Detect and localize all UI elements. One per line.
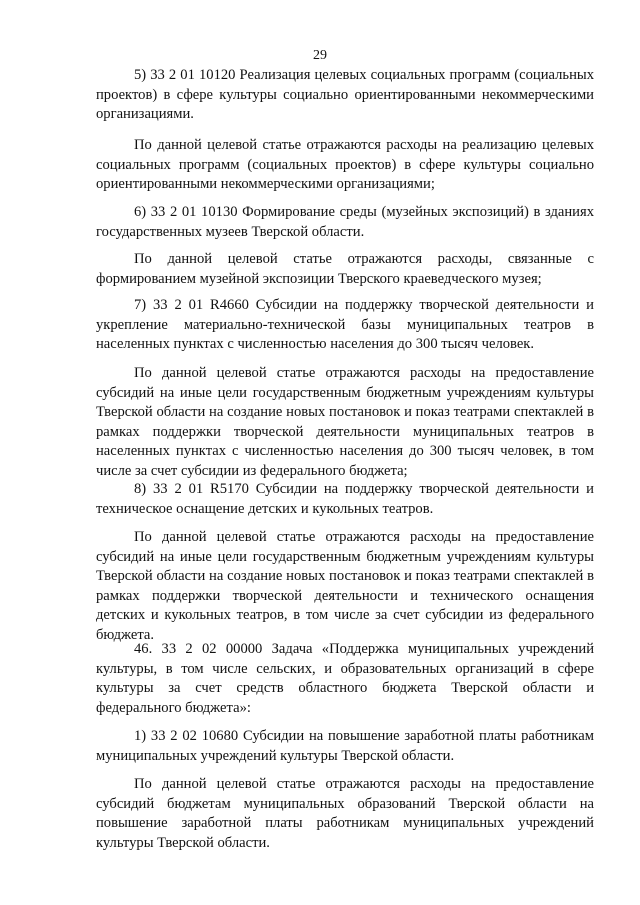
- page-number: 29: [313, 48, 327, 63]
- paragraph-item-5-description: По данной целевой статье отражаются расходы на реализацию целевых социальных программ (социальных проектов) в сфере культуры социально ориентированными некоммерческими организациями;: [96, 137, 594, 193]
- paragraph-item-5-title: 5) 33 2 01 10120 Реализация целевых социальных программ (социальных проектов) в сфере культуры социально ориентированными некоммерческими организациями.: [96, 67, 594, 123]
- paragraph-section-46: 46. 33 2 02 00000 Задача «Поддержка муниципальных учреждений культуры, в том числе сельских, и образовательных организаций в сфере культуры за счет средств областного бюджета Тверской области и федерального бюджета»:: [96, 641, 594, 716]
- paragraph-item-8-description: По данной целевой статье отражаются расходы на предоставление субсидий на иные цели государственным бюджетным учреждениям культуры Тверской области на создание новых постановок и показ театрами спектаклей в рамках поддержки творческой деятельности и технического оснащения детских и кукольных театров, в том числе за счет субсидии из федерального бюджета.: [96, 529, 594, 643]
- paragraph-item-1-description: По данной целевой статье отражаются расходы на предоставление субсидий бюджетам муниципальных образований Тверской области на повышение заработной платы работникам муниципальных учреждений культуры Тверской области.: [96, 776, 594, 851]
- paragraph-item-1-title: 1) 33 2 02 10680 Субсидии на повышение заработной платы работникам муниципальных учреждений культуры Тверской области.: [96, 728, 594, 764]
- paragraph-item-7-title: 7) 33 2 01 R4660 Субсидии на поддержку творческой деятельности и укрепление материально-технической базы муниципальных театров в населенных пунктах с численностью населения до 300 тысяч человек.: [96, 297, 594, 353]
- paragraph-item-6-title: 6) 33 2 01 10130 Формирование среды (музейных экспозиций) в зданиях государственных музеев Тверской области.: [96, 204, 594, 240]
- paragraph-item-6-description: По данной целевой статье отражаются расходы, связанные с формированием музейной экспозиции Тверского краеведческого музея;: [96, 251, 594, 287]
- paragraph-item-7-description: По данной целевой статье отражаются расходы на предоставление субсидий на иные цели государственным бюджетным учреждениям культуры Тверской области на создание новых постановок и показ театрами спектаклей в рамках поддержки творческой деятельности муниципальных театров в населенных пунктах с численностью населения до 300 тысяч человек, в том числе за счет субсидии из федерального бюджета;: [96, 365, 594, 479]
- paragraph-item-8-title: 8) 33 2 01 R5170 Субсидии на поддержку творческой деятельности и техническое оснащение детских и кукольных театров.: [96, 481, 594, 517]
